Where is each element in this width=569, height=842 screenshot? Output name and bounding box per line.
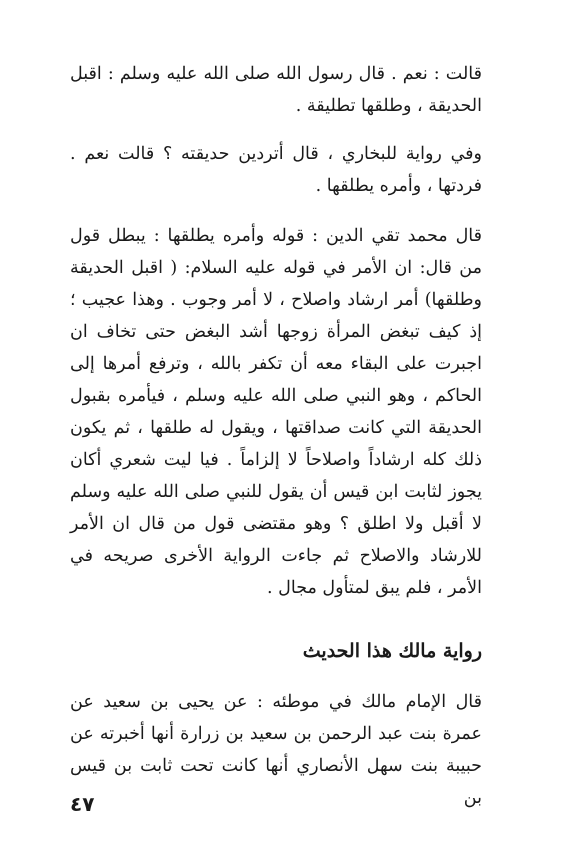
section-heading: رواية مالك هذا الحديث: [302, 640, 482, 662]
paragraph-4: قال الإمام مالك في موطئه : عن يحيى بن سعيد عن عمرة بنت عبد الرحمن بن سعيد بن زرارة أنها أخبرته عن حبيبة بنت سهل الأنصاري أنها كانت تحت ثابت بن قيس بن: [70, 692, 482, 808]
page-number: ٤٧: [70, 792, 95, 816]
paragraph-3: قال محمد تقي الدين : قوله وأمره يطلقها : يبطل قول من قال: ان الأمر في قوله عليه السلام: ( اقبل الحديقة وطلقها) أمر ارشاد واصلاح ، لا أمر وجوب . وهذا عجيب ؛ إذ كيف تبغض المرأة زوجها أشد البغض حتى تخاف ان اجبرت على البقاء معه أن تكفر بالله ، وترفع أمرها إلى الحاكم ، وهو النبي صلى الله عليه وسلم ، فيأمره بقبول الحديقة التي كانت صداقتها ، ويقول له طلقها ، ثم يكون ذلك كله ارشاداً واصلاحاً لا إلزاماً . فيا ليت شعري أكان يجوز لثابت ابن قيس أن يقول للنبي صلى الله عليه وسلم لا أقبل ولا اطلق ؟ وهو مقتضى قول من قال ان الأمر للارشاد والاصلاح ثم جاءت الرواية الأخرى صريحه في الأمر ، فلم يبق لمتأول مجال .: [70, 226, 482, 598]
page-body: [70, 58, 482, 814]
paragraph-2: وفي رواية للبخاري ، قال أتردين حديقته ؟ قالت نعم . فردتها ، وأمره يطلقها .: [70, 144, 482, 196]
paragraph-1: قالت : نعم . قال رسول الله صلى الله عليه وسلم : اقبل الحديقة ، وطلقها تطليقة .: [70, 64, 482, 116]
